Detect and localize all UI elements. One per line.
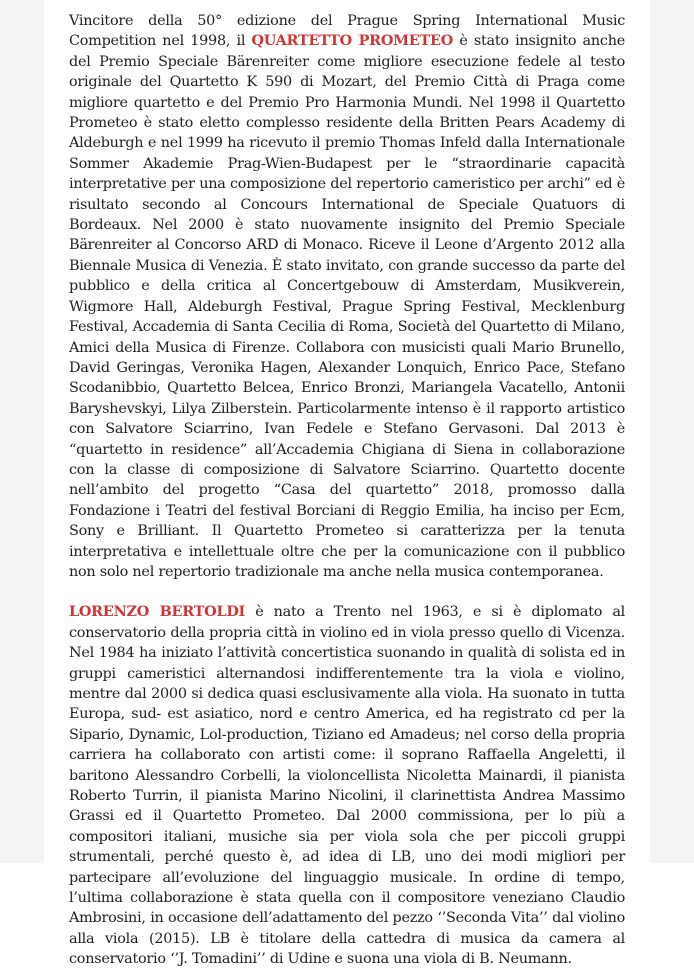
paragraph-2-text: è nato a Trento nel 1963, e si è diplomato al conservatorio della propria città in violino ed in viola presso quello di Vicenza. Nel 1984 ha iniziato l’attività concertistica suonando in qualità di solista ed in gruppi cameristici alternandosi indifferentemente tra la viola e violino, mentre dal 2000 si dedica quasi esclusivamente alla viola. Ha suonato in tutta Europa, sud- est asiatico, nord e centro America, ed ha registrato cd per la Sipario, Dynamic, Lol-production, Tiziano ed Amadeus; nel corso della propria carriera ha collaborato con artisti come: il soprano Raffaella Angeletti, il baritono Alessandro Corbelli, la violoncellista Nicoletta Mainardi, il pianista Roberto Turrin, il pianista Marino Nicolini, il clarinettista Andrea Massimo Grassi ed il Quartetto Prometeo. Dal 2000 commissiona, per lo più a compositori italiani, musiche sia per viola sola che per piccoli gruppi strumentali, perché questo è, ad idea di LB, uno dei modi migliori per partecipare all’evoluzione del linguaggio musicale. In ordine di tempo, l’ultima collaborazione è stata quella con il compositore veneziano Claudio Ambrosini, in occasione dell’adattamento del pezzo ‘’Seconda Vita’’ dal violino alla viola (2015). LB è titolare della cattedra di musica da camera al conservatorio ‘’J. Tomadini’’ di Udine e suona una viola di B. Neumann. [69,604,625,968]
document-page [44,0,650,968]
paragraph-lorenzo-bertoldi [69,602,625,969]
paragraph-1-intro: Vincitore della 50° edizione del Prague Spring International Music Competition nel 1998, il [69,13,625,50]
paragraph-1-text: è stato insignito anche del Premio Speciale Bärenreiter come migliore esecuzione fedele al testo originale del Quartetto K 590 di Mozart, del Premio Città di Praga come migliore quartetto e del Premio Pro Harmonia Mundi. Nel 1998 il Quartetto Prometeo è stato eletto complesso residente della Britten Pears Academy di Aldeburgh e nel 1999 ha ricevuto il premio Thomas Infeld dalla Internationale Sommer Akademie Prag-Wien-Budapest per le “straordinarie capacità interpretative per una composizione del repertorio cameristico per archi” ed è risultato secondo al Concours International de Speciale Quatuors di Bordeaux. Nel 2000 è stato nuovamente insignito del Premio Speciale Bärenreiter al Concorso ARD di Monaco. Riceve il Leone d’Argento 2012 alla Biennale Musica di Venezia. È stato invitato, con grande successo da parte del pubblico e della critica al Concertgebouw di Amsterdam, Musikverein, Wigmore Hall, Aldeburgh Festival, Prague Spring Festival, Mecklenburg Festival, Accademia di Santa Cecilia di Roma, Società del Quartetto di Milano, Amici della Musica di Firenze. Collabora con musicisti quali Mario Brunello, David Geringas, Veronika Hagen, Alexander Lonquich, Enrico Pace, Stefano Scodanibbio, Quartetto Belcea, Enrico Bronzi, Mariangela Vacatello, Antonii Baryshevskyi, Lilya Zilberstein. Particolarmente intenso è il rapporto artistico con Salvatore Sciarrino, Ivan Fedele e Stefano Gervasoni. Dal 2013 è “quartetto in residence” all’Accademia Chigiana di Siena in collaborazione con la classe di composizione di Salvatore Sciarrino. Quartetto docente nell’ambito del progetto “Casa del quartetto” 2018, promosso dalla Fondazione i Teatri del festival Borciani di Reggio Emilia, ha inciso per Ecm, Sony e Brilliant. Il Quartetto Prometeo si caratterizza per la tenuta interpretativa e intellettuale oltre che per la comunicazione con il pubblico non solo nel repertorio tradizionale ma anche nella musica contemporanea. [69,33,626,580]
paragraph-quartetto-prometeo [69,11,625,582]
right-margin [650,0,694,863]
left-margin [0,0,44,863]
document-body [69,11,625,970]
highlight-quartetto-prometeo: QUARTETTO PROMETEO [251,32,454,50]
highlight-lorenzo-bertoldi: LORENZO BERTOLDI [69,603,246,621]
